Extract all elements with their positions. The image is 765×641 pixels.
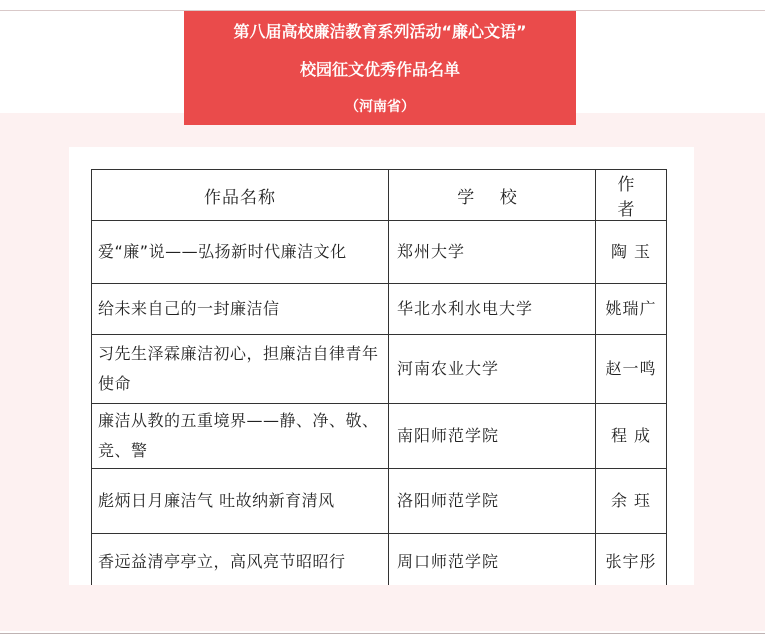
author-name: 陶 玉 — [596, 221, 667, 284]
table-header-row — [92, 170, 667, 221]
author-name: 张宇彤 — [596, 534, 667, 586]
school-name: 郑州大学 — [389, 221, 596, 284]
school-name: 周口师范学院 — [389, 534, 596, 586]
header-author: 作 者 — [596, 170, 667, 221]
work-title: 习先生泽霖廉洁初心，担廉洁自律青年使命 — [92, 335, 389, 404]
header-title: 作品名称 — [92, 170, 389, 221]
bottom-divider — [0, 633, 765, 634]
document-image — [69, 147, 694, 585]
work-title: 香远益清亭亭立，高风亮节昭昭行 — [92, 534, 389, 586]
table-row — [92, 469, 667, 534]
author-name: 姚瑞广 — [596, 284, 667, 335]
work-title: 廉洁从教的五重境界——静、净、敬、竞、警 — [92, 404, 389, 469]
work-title: 给未来自己的一封廉洁信 — [92, 284, 389, 335]
school-name: 南阳师范学院 — [389, 404, 596, 469]
winners-table — [91, 169, 667, 585]
table-row — [92, 404, 667, 469]
banner-province: （河南省） — [345, 99, 415, 115]
author-name: 余 珏 — [596, 469, 667, 534]
header-school: 学 校 — [389, 170, 596, 221]
school-name: 华北水利水电大学 — [389, 284, 596, 335]
table-row — [92, 534, 667, 586]
table-row — [92, 221, 667, 284]
banner-title-line1: 第八届高校廉洁教育系列活动“廉心文语” — [233, 22, 527, 41]
work-title: 爱“廉”说——弘扬新时代廉洁文化 — [92, 221, 389, 284]
author-name: 程 成 — [596, 404, 667, 469]
work-title: 彪炳日月廉洁气 吐故纳新育清风 — [92, 469, 389, 534]
banner-title-line2: 校园征文优秀作品名单 — [299, 60, 460, 79]
table-row — [92, 284, 667, 335]
school-name: 河南农业大学 — [389, 335, 596, 404]
table-row — [92, 335, 667, 404]
school-name: 洛阳师范学院 — [389, 469, 596, 534]
author-name: 赵一鸣 — [596, 335, 667, 404]
title-banner — [184, 11, 576, 125]
